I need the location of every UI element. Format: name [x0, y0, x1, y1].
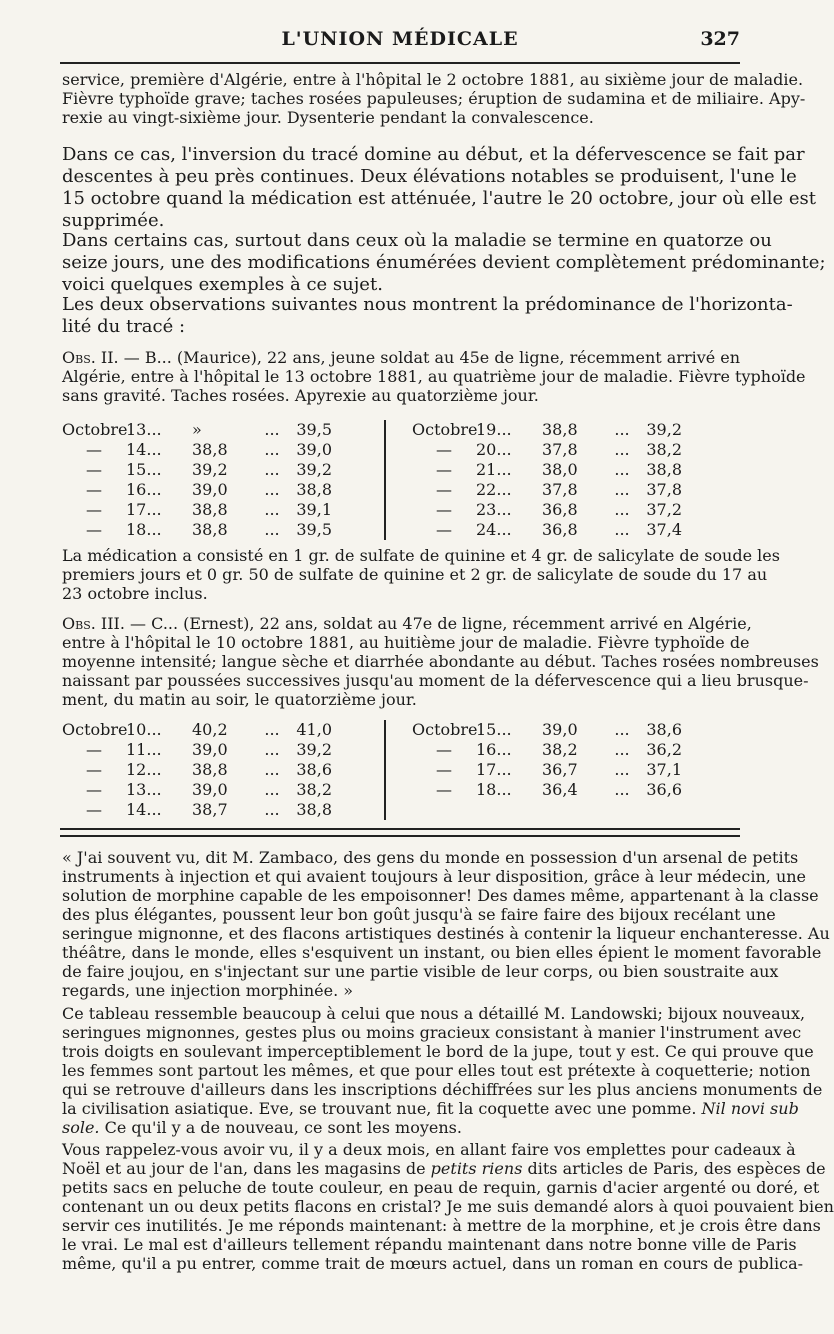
month-cell: —: [86, 480, 102, 499]
paragraph-4: [62, 1004, 823, 1137]
morning-temp-cell: 36,8: [542, 500, 578, 519]
text-line: moyenne intensité; langue sèche et diarrhée abondante au début. Taches rosées nombreuses: [62, 652, 819, 671]
latin-phrase: Nil novi sub: [701, 1099, 799, 1118]
table-row: [412, 520, 682, 540]
day-cell: 13...: [126, 420, 162, 439]
evening-temp-cell: 38,6: [646, 720, 682, 739]
text-line: La médication a consisté en 1 gr. de sulfate de quinine et 4 gr. de salicylate de soude les: [62, 546, 780, 565]
day-cell: 10...: [126, 720, 162, 739]
evening-temp-cell: 39,5: [296, 420, 332, 439]
text-line: Algérie, entre à l'hôpital le 13 octobre 1881, au quatrième jour de maladie. Fièvre typhoïde: [62, 367, 806, 386]
morning-temp-cell: 38,8: [192, 500, 228, 519]
separator-cell: ...: [264, 500, 280, 519]
table-row: [62, 440, 332, 460]
table-row: [412, 480, 682, 500]
morning-temp-cell: 37,8: [542, 480, 578, 499]
text-line: petits sacs en peluche de toute couleur, en peau de requin, garnis d'acier argenté ou doré, et: [62, 1178, 820, 1197]
section-double-rule: [60, 828, 740, 837]
evening-temp-cell: 39,5: [296, 520, 332, 539]
text-line: même, qu'il a pu entrer, comme trait de mœurs actuel, dans un roman en cours de publica-: [62, 1254, 804, 1273]
month-cell: —: [86, 520, 102, 539]
day-cell: 18...: [126, 520, 162, 539]
morning-temp-cell: 38,0: [542, 460, 578, 479]
text-line: [62, 1118, 738, 1137]
table-row: [62, 760, 332, 780]
day-cell: 18...: [476, 780, 512, 799]
latin-phrase: sole.: [62, 1118, 100, 1137]
evening-temp-cell: 37,2: [646, 500, 682, 519]
month-cell: —: [86, 440, 102, 459]
month-cell: —: [86, 800, 102, 819]
text-line: supprimée.: [62, 210, 165, 231]
table-row: [62, 800, 332, 820]
morning-temp-cell: »: [192, 420, 202, 439]
table-row: [412, 500, 682, 520]
morning-temp-cell: 36,8: [542, 520, 578, 539]
text-line: descentes à peu près continues. Deux élévations notables se produisent, l'une le: [62, 166, 797, 187]
evening-temp-cell: 41,0: [296, 720, 332, 739]
italic-phrase: petits riens: [430, 1159, 523, 1178]
day-cell: 13...: [126, 780, 162, 799]
text-line: Vous rappelez-vous avoir vu, il y a deux mois, en allant faire vos emplettes pour cadeaux à: [62, 1140, 796, 1159]
day-cell: 11...: [126, 740, 162, 759]
table-row: [62, 500, 332, 520]
month-cell: —: [86, 760, 102, 779]
morning-temp-cell: 39,0: [192, 780, 228, 799]
morning-temp-cell: 36,4: [542, 780, 578, 799]
evening-temp-cell: 39,2: [296, 740, 332, 759]
evening-temp-cell: 39,2: [646, 420, 682, 439]
intro-paragraph: [62, 70, 806, 127]
temperature-table-obs3: [62, 720, 738, 820]
morning-temp-cell: 36,7: [542, 760, 578, 779]
evening-temp-cell: 38,8: [646, 460, 682, 479]
separator-cell: ...: [614, 740, 630, 759]
table-row: [412, 780, 682, 800]
morning-temp-cell: 39,2: [192, 460, 228, 479]
text-line: entre à l'hôpital le 10 octobre 1881, au huitième jour de maladie. Fièvre typhoïde de: [62, 633, 750, 652]
text-line: 23 octobre inclus.: [62, 584, 208, 603]
text-line: instruments à injection et qui avaient toujours à leur disposition, grâce à leur médecin, une: [62, 867, 807, 886]
table-divider: [384, 420, 386, 540]
day-cell: 20...: [476, 440, 512, 459]
text-line: [62, 348, 741, 367]
table-row: [62, 520, 332, 540]
separator-cell: ...: [264, 780, 280, 799]
month-cell: Octobre: [62, 420, 128, 439]
evening-temp-cell: 36,2: [646, 740, 682, 759]
separator-cell: ...: [264, 740, 280, 759]
separator-cell: ...: [614, 460, 630, 479]
evening-temp-cell: 37,4: [646, 520, 682, 539]
text-line: seringue mignonne, et des flacons artistiques destinés à contenir la liqueur enchanteresse. Au: [62, 924, 830, 943]
text-line: contenant un ou deux petits flacons en cristal? Je me suis demandé alors à quoi pouvaient bien: [62, 1197, 834, 1216]
text-line: [62, 1159, 826, 1178]
text-line: Les deux observations suivantes nous montrent la prédominance de l'horizonta-: [62, 294, 793, 315]
observation-text: — B... (Maurice), 22 ans, jeune soldat au 45e de ligne, récemment arrivé en: [118, 348, 741, 367]
text-line: lité du tracé :: [62, 316, 186, 337]
month-cell: —: [86, 740, 102, 759]
evening-temp-cell: 38,2: [296, 780, 332, 799]
month-cell: Octobre: [412, 420, 478, 439]
text-line: [62, 1099, 799, 1118]
day-cell: 17...: [126, 500, 162, 519]
observation-2-after: [62, 546, 780, 603]
text-line: voici quelques exemples à ce sujet.: [62, 274, 383, 295]
paragraph-5: [62, 1140, 834, 1273]
table-right-column: [412, 720, 682, 800]
separator-cell: ...: [264, 760, 280, 779]
text-span: dits articles de Paris, des espèces de: [527, 1159, 826, 1178]
text-line: sans gravité. Taches rosées. Apyrexie au quatorzième jour.: [62, 386, 539, 405]
morning-temp-cell: 38,2: [542, 740, 578, 759]
separator-cell: ...: [614, 500, 630, 519]
text-line: naissant par poussées successives jusqu'au moment de la défervescence qui a lieu brusque-: [62, 671, 809, 690]
table-row: [412, 440, 682, 460]
observation-3-text: [62, 614, 819, 709]
text-line: Fièvre typhoïde grave; taches rosées papuleuses; éruption de sudamina et de miliaire. Apy-: [62, 89, 806, 108]
text-line: trois doigts en soulevant imperceptiblement le bord de la jupe, tout y est. Ce qui prouve que: [62, 1042, 814, 1061]
text-line: « J'ai souvent vu, dit M. Zambaco, des gens du monde en possession d'un arsenal de petits: [62, 848, 799, 867]
separator-cell: ...: [614, 440, 630, 459]
table-row: [62, 480, 332, 500]
separator-cell: ...: [614, 420, 630, 439]
paragraph-1: [62, 144, 816, 232]
text-line: des plus élégantes, poussent leur bon goût jusqu'à se faire faire des bijoux recélant une: [62, 905, 776, 924]
month-cell: Octobre: [412, 720, 478, 739]
day-cell: 14...: [126, 440, 162, 459]
day-cell: 16...: [476, 740, 512, 759]
text-line: Dans certains cas, surtout dans ceux où la maladie se termine en quatorze ou: [62, 230, 772, 251]
text-line: de faire joujou, en s'injectant sur une partie visible de leur corps, ou bien soustraite aux: [62, 962, 779, 981]
text-line: qui se retrouve d'ailleurs dans les inscriptions déchiffrées sur les plus anciens monuments de: [62, 1080, 823, 1099]
text-line: service, première d'Algérie, entre à l'hôpital le 2 octobre 1881, au sixième jour de maladie.: [62, 70, 804, 89]
observation-text: — C... (Ernest), 22 ans, soldat au 47e de ligne, récemment arrivé en Algérie,: [124, 614, 752, 633]
page-number: 327: [700, 28, 740, 50]
separator-cell: ...: [264, 800, 280, 819]
paragraph-3: [62, 294, 793, 338]
evening-temp-cell: 39,2: [296, 460, 332, 479]
table-row: [412, 740, 682, 760]
separator-cell: ...: [614, 720, 630, 739]
temperature-table-obs2: [62, 420, 738, 540]
text-span: Noël et au jour de l'an, dans les magasins de: [62, 1159, 426, 1178]
day-cell: 16...: [126, 480, 162, 499]
separator-cell: ...: [264, 480, 280, 499]
text-line: seringues mignonnes, gestes plus ou moins gracieux consistant à manier l'instrument avec: [62, 1023, 802, 1042]
morning-temp-cell: 40,2: [192, 720, 228, 739]
day-cell: 22...: [476, 480, 512, 499]
text-span: la civilisation asiatique. Eve, se trouvant nue, fit la coquette avec une pomme.: [62, 1099, 697, 1118]
text-line: premiers jours et 0 gr. 50 de sulfate de quinine et 2 gr. de salicylate de soude du 17 au: [62, 565, 768, 584]
table-row: [62, 740, 332, 760]
table-right-column: [412, 420, 682, 540]
observation-label: Obs. III.: [62, 614, 125, 633]
running-header: [60, 22, 740, 56]
morning-temp-cell: 39,0: [192, 740, 228, 759]
separator-cell: ...: [614, 760, 630, 779]
month-cell: Octobre: [62, 720, 128, 739]
evening-temp-cell: 38,2: [646, 440, 682, 459]
morning-temp-cell: 38,8: [192, 520, 228, 539]
text-line: regards, une injection morphinée. »: [62, 981, 354, 1000]
month-cell: —: [436, 480, 452, 499]
text-line: ment, du matin au soir, le quatorzième jour.: [62, 690, 417, 709]
day-cell: 12...: [126, 760, 162, 779]
separator-cell: ...: [264, 460, 280, 479]
text-line: [62, 614, 752, 633]
separator-cell: ...: [614, 780, 630, 799]
table-row: [62, 460, 332, 480]
day-cell: 21...: [476, 460, 512, 479]
evening-temp-cell: 37,1: [646, 760, 682, 779]
evening-temp-cell: 38,6: [296, 760, 332, 779]
morning-temp-cell: 38,8: [542, 420, 578, 439]
month-cell: —: [86, 500, 102, 519]
separator-cell: ...: [264, 440, 280, 459]
table-row: [412, 460, 682, 480]
table-left-column: [62, 720, 332, 820]
morning-temp-cell: 39,0: [192, 480, 228, 499]
month-cell: —: [436, 780, 452, 799]
separator-cell: ...: [614, 480, 630, 499]
day-cell: 19...: [476, 420, 512, 439]
separator-cell: ...: [264, 720, 280, 739]
text-line: les femmes sont partout les mêmes, et que pour elles tout est prétexte à coquetterie; notion: [62, 1061, 811, 1080]
journal-title: L'UNION MÉDICALE: [281, 28, 519, 50]
separator-cell: ...: [264, 520, 280, 539]
table-row: [62, 780, 332, 800]
text-line: seize jours, une des modifications énumérées devient complètement prédominante;: [62, 252, 826, 273]
table-row: [412, 720, 682, 740]
table-row: [62, 720, 332, 740]
text-line: solution de morphine capable de les empoisonner! Des dames même, appartenant à la classe: [62, 886, 819, 905]
morning-temp-cell: 39,0: [542, 720, 578, 739]
month-cell: —: [436, 760, 452, 779]
day-cell: 15...: [126, 460, 162, 479]
evening-temp-cell: 39,1: [296, 500, 332, 519]
paragraph-2: [62, 230, 826, 296]
table-row: [412, 420, 682, 440]
day-cell: 14...: [126, 800, 162, 819]
morning-temp-cell: 38,8: [192, 440, 228, 459]
day-cell: 23...: [476, 500, 512, 519]
zambaco-quote: [62, 848, 830, 1000]
month-cell: —: [86, 780, 102, 799]
observation-2-text: [62, 348, 806, 405]
table-left-column: [62, 420, 332, 540]
evening-temp-cell: 36,6: [646, 780, 682, 799]
text-line: Dans ce cas, l'inversion du tracé domine au début, et la défervescence se fait par: [62, 144, 805, 165]
day-cell: 24...: [476, 520, 512, 539]
month-cell: —: [86, 460, 102, 479]
table-row: [62, 420, 332, 440]
text-line: 15 octobre quand la médication est atténuée, l'autre le 20 octobre, jour où elle est: [62, 188, 816, 209]
text-line: Ce tableau ressemble beaucoup à celui que nous a détaillé M. Landowski; bijoux nouveaux,: [62, 1004, 806, 1023]
header-rule: [60, 62, 740, 64]
month-cell: —: [436, 440, 452, 459]
text-span: Ce qu'il y a de nouveau, ce sont les moyens.: [104, 1118, 462, 1137]
evening-temp-cell: 38,8: [296, 800, 332, 819]
morning-temp-cell: 38,8: [192, 760, 228, 779]
month-cell: —: [436, 500, 452, 519]
evening-temp-cell: 39,0: [296, 440, 332, 459]
day-cell: 15...: [476, 720, 512, 739]
day-cell: 17...: [476, 760, 512, 779]
observation-label: Obs. II.: [62, 348, 119, 367]
text-line: théâtre, dans le monde, elles s'esquivent un instant, ou bien elles épient le moment favorable: [62, 943, 822, 962]
evening-temp-cell: 37,8: [646, 480, 682, 499]
evening-temp-cell: 38,8: [296, 480, 332, 499]
text-line: rexie au vingt-sixième jour. Dysenterie pendant la convalescence.: [62, 108, 594, 127]
month-cell: —: [436, 520, 452, 539]
table-divider: [384, 720, 386, 820]
separator-cell: ...: [264, 420, 280, 439]
text-line: le vrai. Le mal est d'ailleurs tellement répandu maintenant dans notre bonne ville de Paris: [62, 1235, 797, 1254]
month-cell: —: [436, 740, 452, 759]
text-line: servir ces inutilités. Je me réponds maintenant: à mettre de la morphine, et je crois être dans: [62, 1216, 821, 1235]
morning-temp-cell: 37,8: [542, 440, 578, 459]
table-row: [412, 760, 682, 780]
morning-temp-cell: 38,7: [192, 800, 228, 819]
month-cell: —: [436, 460, 452, 479]
separator-cell: ...: [614, 520, 630, 539]
